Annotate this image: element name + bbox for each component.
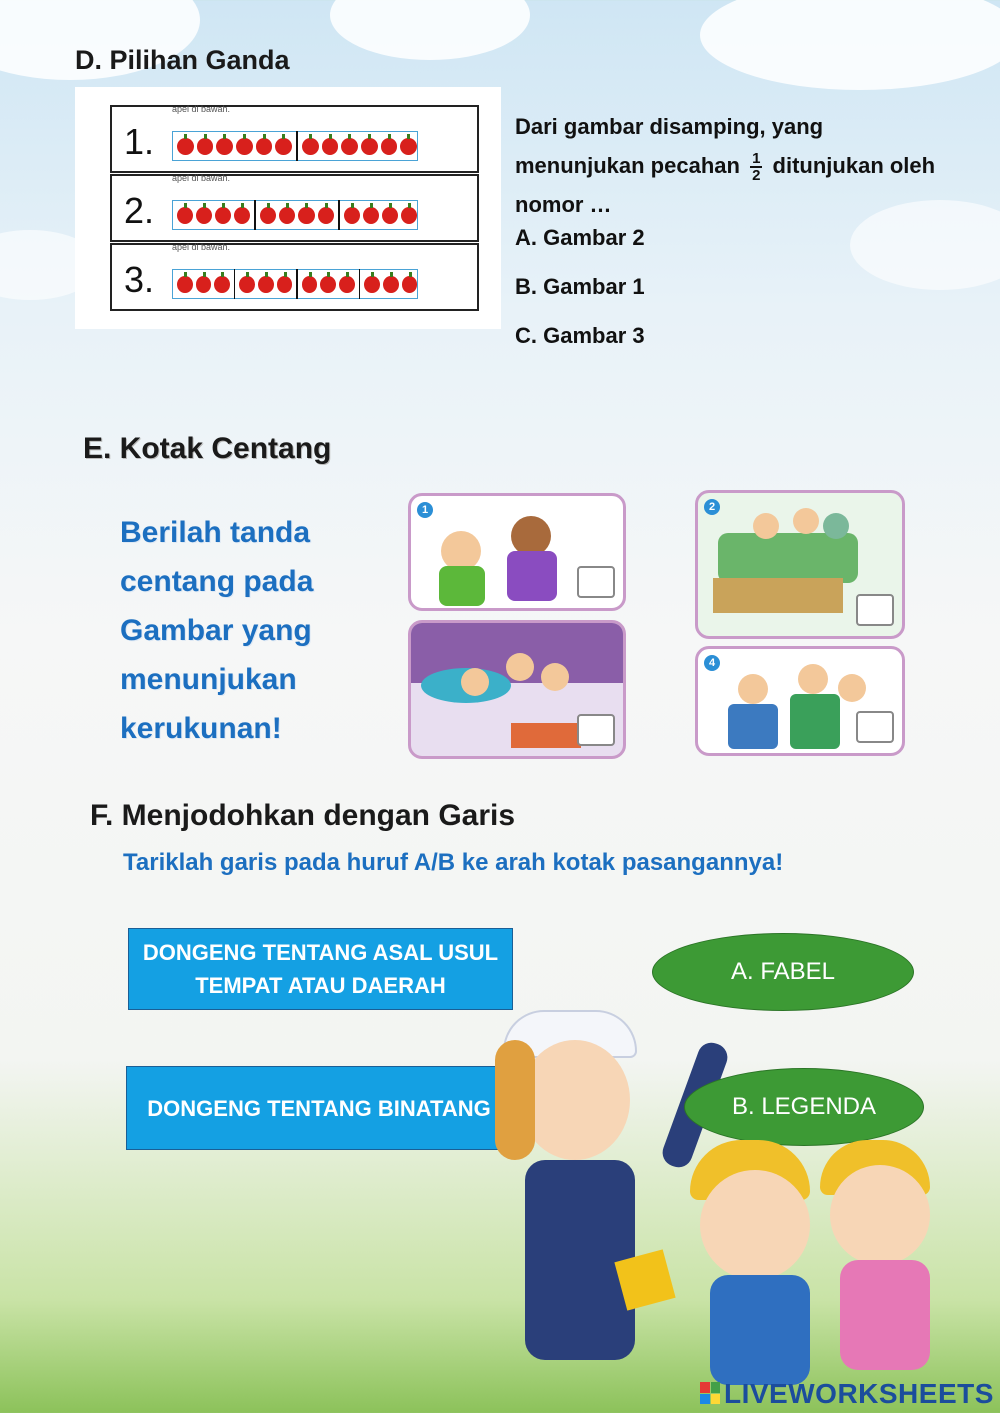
- match-left-1[interactable]: DONGENG TENTANG ASAL USUL TEMPAT ATAU DAERAH: [128, 928, 513, 1010]
- brand-name: LIVEWORKSHEETS: [724, 1378, 994, 1409]
- apple-row-2: [110, 174, 479, 242]
- question-line: nomor …: [515, 192, 612, 217]
- checkbox[interactable]: [577, 714, 615, 746]
- checkbox[interactable]: [856, 711, 894, 743]
- picture-number-badge: 4: [704, 655, 720, 671]
- checkbox[interactable]: [856, 594, 894, 626]
- liveworksheets-logo-icon: [700, 1382, 720, 1404]
- row-caption: apel di bawah.: [172, 173, 231, 183]
- picture-number-badge: 2: [704, 499, 720, 515]
- section-f-title: F. Menjodohkan dengan Garis: [90, 799, 516, 832]
- row-caption: apel di bawah.: [172, 242, 231, 252]
- apple-row-3: [110, 243, 479, 311]
- cloud-decoration: [700, 0, 1000, 90]
- children-illustration: [670, 1140, 990, 1390]
- picture-2: [695, 490, 905, 639]
- row-number: 1.: [124, 121, 155, 162]
- option-b[interactable]: B. Gambar 1: [515, 274, 645, 299]
- row-number: 3.: [124, 259, 155, 300]
- option-c[interactable]: C. Gambar 3: [515, 323, 645, 348]
- apple-row-1: [110, 105, 479, 173]
- row-caption: apel di bawah.: [172, 104, 231, 114]
- match-right-a[interactable]: A. FABEL: [652, 933, 914, 1011]
- apple-strip: [172, 131, 418, 161]
- match-right-b[interactable]: B. LEGENDA: [684, 1068, 924, 1146]
- picture-3: [408, 620, 626, 759]
- apple-strip: [172, 269, 418, 299]
- picture-4: [695, 646, 905, 756]
- picture-1: [408, 493, 626, 611]
- section-d-title: D. Pilihan Ganda: [75, 45, 290, 75]
- row-number: 2.: [124, 190, 155, 231]
- fraction-apple-image: [75, 87, 501, 329]
- section-f-instruction: Tariklah garis pada huruf A/B ke arah kotak pasangannya!: [123, 849, 784, 876]
- question-line: menunjukan pecahan $\frac{1}{2}$ ditunjukan oleh: [515, 150, 936, 185]
- fraction: $\frac{1}{2}$: [752, 150, 761, 185]
- option-a[interactable]: A. Gambar 2: [515, 225, 645, 250]
- apple-strip: [172, 200, 418, 230]
- section-e-instruction: Berilah tanda centang pada Gambar yang menunjukan kerukunan!: [120, 516, 314, 745]
- section-e-title: E. Kotak Centang: [83, 432, 332, 465]
- match-left-2[interactable]: DONGENG TENTANG BINATANG: [126, 1066, 512, 1150]
- checkbox[interactable]: [577, 566, 615, 598]
- cloud-decoration: [330, 0, 530, 60]
- question-line: Dari gambar disamping, yang: [515, 114, 824, 139]
- question-text: [515, 107, 975, 224]
- picture-number-badge: 1: [417, 502, 433, 518]
